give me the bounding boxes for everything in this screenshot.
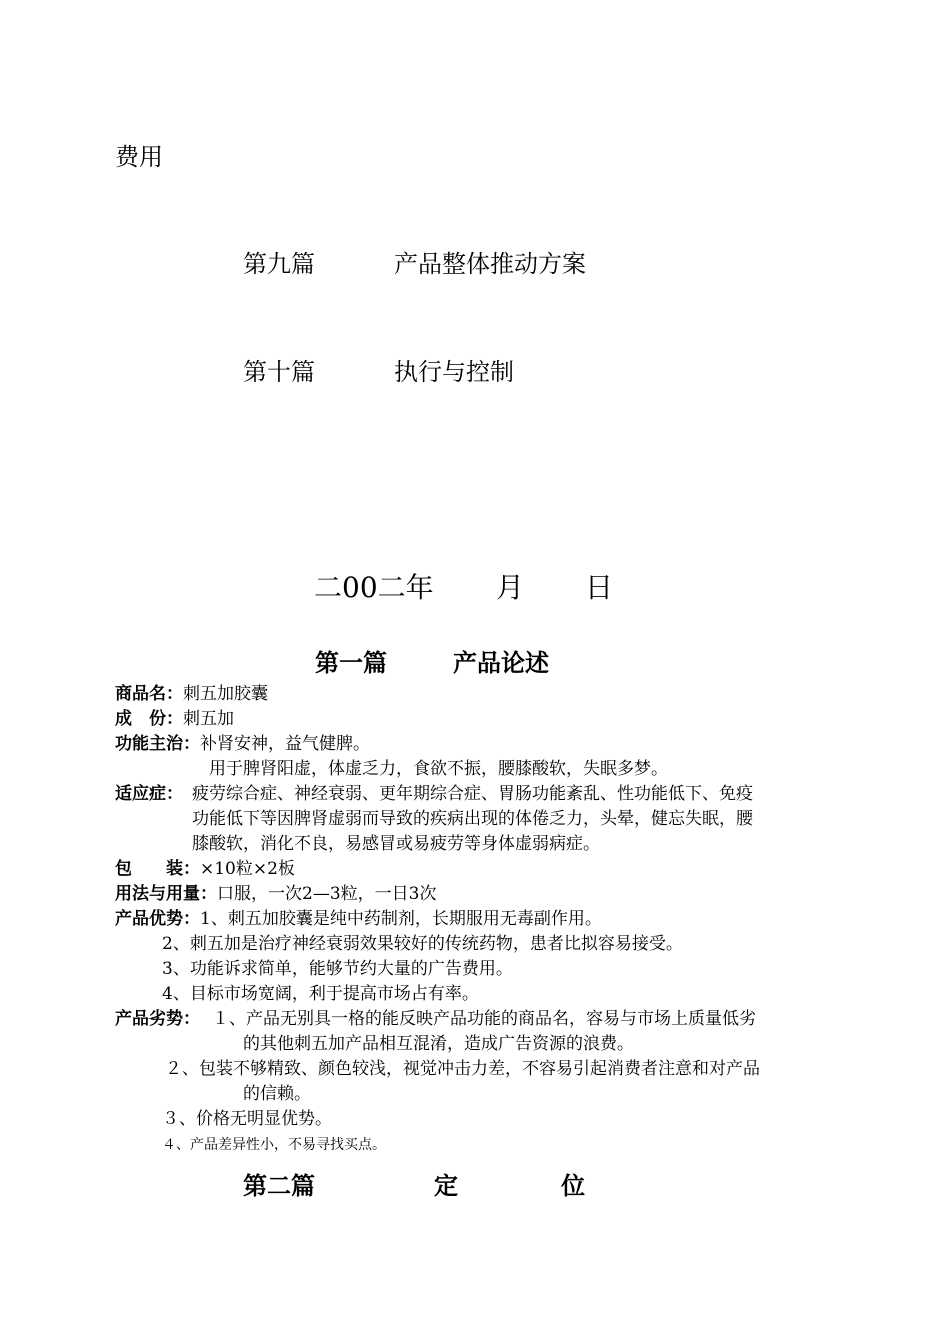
date-year: 二00二年 (314, 571, 434, 604)
advantage-item-3: 3、功能诉求简单，能够节约大量的广告费用。 (162, 959, 513, 979)
package-row (115, 857, 295, 882)
product-name-value: 刺五加胶囊 (183, 684, 268, 704)
usage-label: 用法与用量： (115, 884, 217, 904)
function-value: 补肾安神，益气健脾。 (200, 734, 370, 754)
toc-9-title: 产品整体推动方案 (394, 250, 586, 278)
product-name-row (115, 682, 268, 707)
package-value: ×10粒×2板 (200, 859, 295, 879)
disadvantage-4: ４、产品差异性小，不易寻找买点。 (162, 1137, 386, 1153)
advantages-row (115, 907, 602, 932)
disadvantages-label: 产品劣势： (115, 1009, 200, 1029)
ingredient-label: 成 份： (115, 709, 183, 729)
toc-10-num: 第十篇 (243, 358, 315, 386)
advantage-item-2: 2、刺五加是治疗神经衰弱效果较好的传统药物，患者比拟容易接受。 (162, 934, 683, 954)
disadvantage-1-line2: 的其他刺五加产品相互混淆，造成广告资源的浪费。 (243, 1034, 634, 1054)
advantage-item-1: 1、刺五加胶囊是纯中药制剂，长期服用无毒副作用。 (200, 909, 602, 929)
package-label: 包 装： (115, 859, 200, 879)
indication-line3: 膝酸软，消化不良，易感冒或易疲劳等身体虚弱病症。 (192, 834, 600, 854)
function-row (115, 732, 370, 757)
disadvantage-3: ３、价格无明显优势。 (162, 1109, 332, 1129)
indication-line2: 功能低下等因脾肾虚弱而导致的疾病出现的体倦乏力，头晕，健忘失眠，腰 (192, 809, 753, 829)
toc-10-title: 执行与控制 (394, 358, 514, 386)
function-line2: 用于脾肾阳虚，体虚乏力，食欲不振，腰膝酸软，失眠多梦。 (209, 759, 668, 779)
advantages-label: 产品优势： (115, 909, 200, 929)
ingredient-value: 刺五加 (183, 709, 234, 729)
date-month: 月 (496, 571, 525, 604)
date-day: 日 (585, 571, 614, 604)
disadvantage-2-line1: ２、包装不够精致、颜色较浅，视觉冲击力差，不容易引起消费者注意和对产品 (165, 1059, 760, 1079)
disadvantage-2-line2: 的信赖。 (243, 1084, 311, 1104)
section1-title: 产品论述 (453, 648, 549, 677)
ingredient-row (115, 707, 234, 732)
indication-label: 适应症： (115, 784, 183, 804)
usage-row (115, 882, 436, 907)
product-name-label: 商品名： (115, 684, 183, 704)
section2-char2: 位 (561, 1171, 585, 1200)
function-label: 功能主治： (115, 734, 200, 754)
advantage-item-4: 4、目标市场宽阔，利于提高市场占有率。 (162, 984, 479, 1004)
toc-9-num: 第九篇 (243, 250, 315, 278)
usage-value: 口服，一次2—3粒，一日3次 (217, 884, 437, 904)
section2-num: 第二篇 (243, 1171, 315, 1200)
disadvantage-1-line1: １、产品无别具一格的能反映产品功能的商品名，容易与市场上质量低劣 (212, 1009, 756, 1029)
section1-num: 第一篇 (315, 648, 387, 677)
indication-line1: 疲劳综合症、神经衰弱、更年期综合症、胃肠功能紊乱、性功能低下、免疫 (192, 784, 753, 804)
section2-char1: 定 (434, 1171, 458, 1200)
fee-text: 费用 (115, 143, 163, 171)
